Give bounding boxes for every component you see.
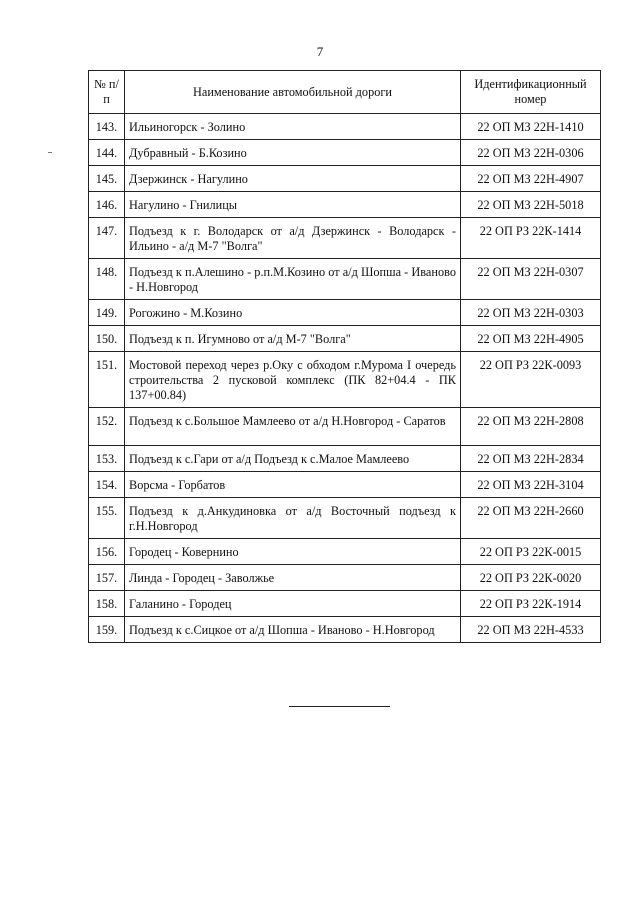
row-number: 155.	[89, 498, 125, 539]
road-name: Ильиногорск - Золино	[125, 114, 461, 140]
road-name: Дзержинск - Нагулино	[125, 166, 461, 192]
road-id: 22 ОП МЗ 22Н-5018	[461, 192, 601, 218]
road-id: 22 ОП МЗ 22Н-0307	[461, 259, 601, 300]
road-name: Подъезд к с.Гари от а/д Подъезд к с.Малое Мамлеево	[125, 446, 461, 472]
closing-line	[289, 706, 390, 707]
road-id: 22 ОП МЗ 22Н-2660	[461, 498, 601, 539]
road-id: 22 ОП МЗ 22Н-2808	[461, 408, 601, 446]
table-row	[89, 446, 601, 472]
road-name: Мостовой переход через р.Оку с обходом г.Мурома I очередь строительства 2 пусковой комплекс (ПК 82+04.4 - ПК 137+00.84)	[125, 352, 461, 408]
road-name: Дубравный - Б.Козино	[125, 140, 461, 166]
row-number: 148.	[89, 259, 125, 300]
row-number: 149.	[89, 300, 125, 326]
row-number: 154.	[89, 472, 125, 498]
table-row	[89, 565, 601, 591]
row-number: 159.	[89, 617, 125, 643]
road-name: Ворсма - Горбатов	[125, 472, 461, 498]
row-number: 144.	[89, 140, 125, 166]
row-number: 158.	[89, 591, 125, 617]
margin-mark	[48, 152, 52, 153]
road-name: Рогожино - М.Козино	[125, 300, 461, 326]
row-number: 150.	[89, 326, 125, 352]
road-id: 22 ОП РЗ 22К-1414	[461, 218, 601, 259]
road-id: 22 ОП РЗ 22К-0093	[461, 352, 601, 408]
row-number: 156.	[89, 539, 125, 565]
row-number: 147.	[89, 218, 125, 259]
table-row	[89, 300, 601, 326]
row-number: 146.	[89, 192, 125, 218]
road-id: 22 ОП МЗ 22Н-4907	[461, 166, 601, 192]
table-row	[89, 539, 601, 565]
road-id: 22 ОП МЗ 22Н-4905	[461, 326, 601, 352]
road-id: 22 ОП МЗ 22Н-1410	[461, 114, 601, 140]
road-id: 22 ОП МЗ 22Н-2834	[461, 446, 601, 472]
row-number: 153.	[89, 446, 125, 472]
table-row	[89, 140, 601, 166]
page-number: 7	[316, 44, 324, 59]
row-number: 151.	[89, 352, 125, 408]
table-row	[89, 352, 601, 408]
road-id: 22 ОП РЗ 22К-0020	[461, 565, 601, 591]
header-name: Наименование автомобильной дороги	[125, 71, 461, 114]
road-name: Городец - Ковернино	[125, 539, 461, 565]
road-name: Подъезд к с.Сицкое от а/д Шопша - Иваново - Н.Новгород	[125, 617, 461, 643]
table-row	[89, 498, 601, 539]
road-id: 22 ОП РЗ 22К-1914	[461, 591, 601, 617]
table-row	[89, 591, 601, 617]
table-row	[89, 114, 601, 140]
header-id: Идентификационный номер	[461, 71, 601, 114]
road-name: Линда - Городец - Заволжье	[125, 565, 461, 591]
road-name: Подъезд к п.Алешино - р.п.М.Козино от а/д Шопша - Иваново - Н.Новгород	[125, 259, 461, 300]
table-row	[89, 472, 601, 498]
table-row	[89, 408, 601, 446]
road-id: 22 ОП МЗ 22Н-0303	[461, 300, 601, 326]
table-row	[89, 192, 601, 218]
row-number: 152.	[89, 408, 125, 446]
table-header-row	[89, 71, 601, 114]
road-name: Галанино - Городец	[125, 591, 461, 617]
row-number: 157.	[89, 565, 125, 591]
row-number: 143.	[89, 114, 125, 140]
road-id: 22 ОП МЗ 22Н-0306	[461, 140, 601, 166]
road-id: 22 ОП РЗ 22К-0015	[461, 539, 601, 565]
roads-table	[88, 70, 601, 643]
road-name: Подъезд к с.Большое Мамлеево от а/д Н.Новгород - Саратов	[125, 408, 461, 446]
table-body	[89, 114, 601, 643]
road-name: Подъезд к д.Анкудиновка от а/д Восточный подъезд к г.Н.Новгород	[125, 498, 461, 539]
road-id: 22 ОП МЗ 22Н-3104	[461, 472, 601, 498]
table-row	[89, 259, 601, 300]
road-name: Подъезд к п. Игумново от а/д М-7 "Волга"	[125, 326, 461, 352]
table-row	[89, 326, 601, 352]
road-id: 22 ОП МЗ 22Н-4533	[461, 617, 601, 643]
road-name: Нагулино - Гнилицы	[125, 192, 461, 218]
row-number: 145.	[89, 166, 125, 192]
road-name: Подъезд к г. Володарск от а/д Дзержинск - Володарск - Ильино - а/д М-7 "Волга"	[125, 218, 461, 259]
table-row	[89, 617, 601, 643]
table-row	[89, 218, 601, 259]
header-num: № п/п	[89, 71, 125, 114]
table-row	[89, 166, 601, 192]
